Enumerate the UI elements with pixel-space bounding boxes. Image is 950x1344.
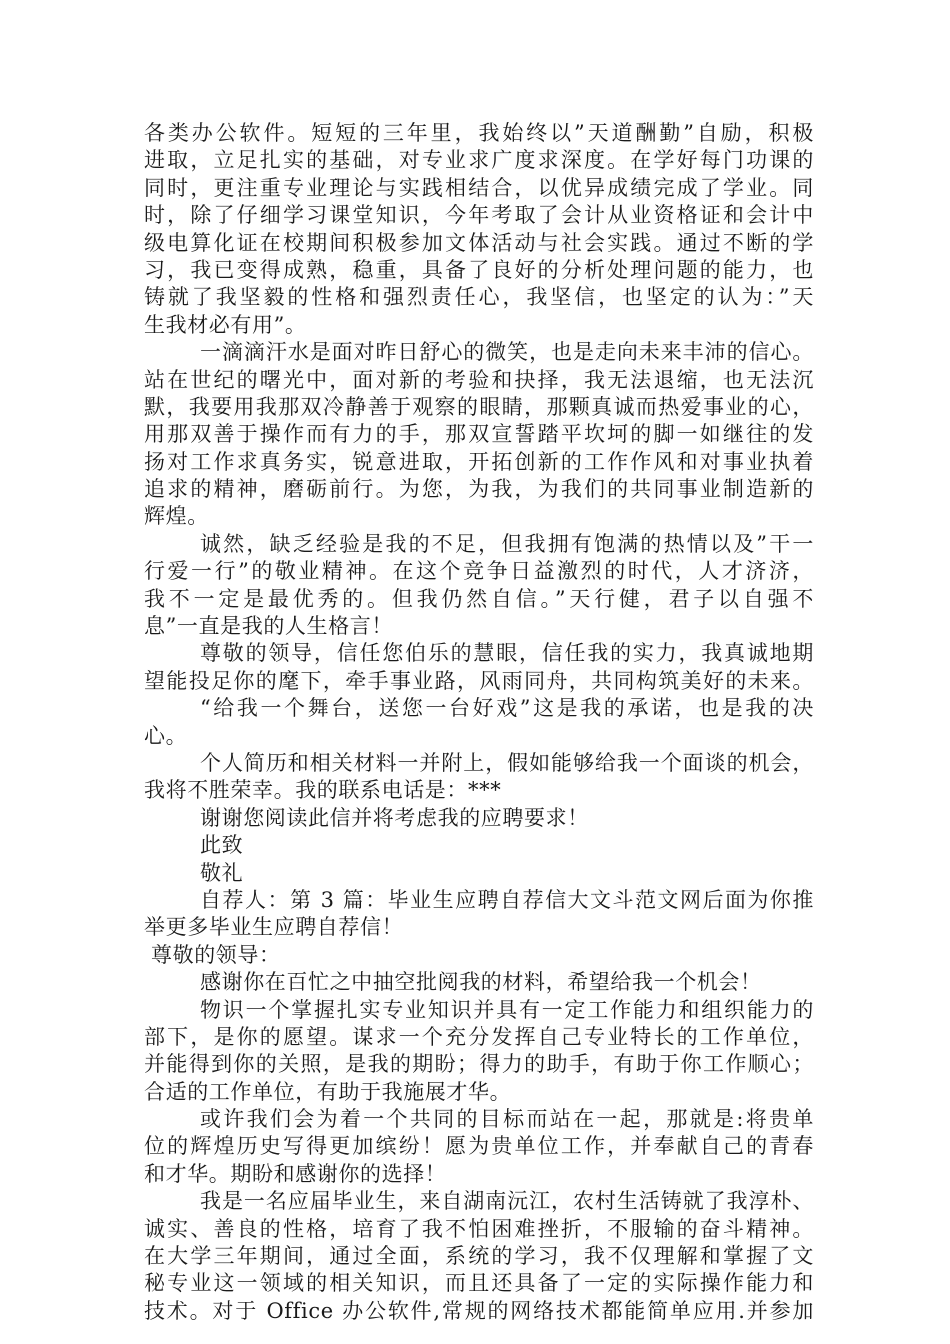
text-line: 尊敬的领导： bbox=[151, 942, 281, 967]
text-line: “给我一个舞台，送您一台好戏”这是我的承诺，也是我的决 bbox=[200, 696, 814, 721]
text-line: 站在世纪的曙光中，面对新的考验和抉择，我无法退缩，也无法沉 bbox=[144, 367, 814, 392]
text-line: 时，除了仔细学习课堂知识，今年考取了会计从业资格证和会计中 bbox=[144, 203, 814, 228]
text-line: 各类办公软件。短短的三年里，我始终以”天道酬勤”自励，积极 bbox=[144, 121, 814, 145]
text-line: 举更多毕业生应聘自荐信！ bbox=[144, 915, 404, 940]
text-line: 诚然，缺乏经验是我的不足，但我拥有饱满的热情以及”干一 bbox=[200, 531, 814, 556]
text-line: 铸就了我坚毅的性格和强烈责任心，我坚信，也坚定的认为：”天 bbox=[144, 285, 814, 310]
text-line: 此致 bbox=[200, 833, 244, 858]
text-line: 秘专业这一领域的相关知识，而且还具备了一定的实际操作能力和 bbox=[144, 1271, 814, 1296]
text-line: 默，我要用我那双冷静善于观察的眼睛，那颗真诚而热爱事业的心， bbox=[144, 394, 814, 419]
text-line: 敬礼 bbox=[200, 860, 244, 885]
text-line: 部下，是你的愿望。谋求一个充分发挥自己专业特长的工作单位， bbox=[144, 1024, 814, 1049]
text-line: 心。 bbox=[144, 723, 188, 748]
letter-body-text bbox=[144, 120, 814, 1325]
text-line: 技术。对于 Office 办公软件,常规的网络技术都能简单应用.并参加 bbox=[144, 1298, 814, 1323]
text-line: 我是一名应届毕业生，来自湖南沅江，农村生活铸就了我淳朴、 bbox=[200, 1189, 814, 1214]
text-line: 感谢你在百忙之中抽空批阅我的材料，希望给我一个机会！ bbox=[200, 970, 762, 995]
text-line: 用那双善于操作而有力的手，那双宣誓踏平坎坷的脚一如继往的发 bbox=[144, 422, 814, 447]
text-line: 我不一定是最优秀的。但我仍然自信。”天行健，君子以自强不 bbox=[144, 586, 814, 611]
text-line: 辉煌。 bbox=[144, 504, 209, 529]
text-line: 同时，更注重专业理论与实践相结合，以优异成绩完成了学业。同 bbox=[144, 175, 814, 200]
text-line: 追求的精神，磨砺前行。为您，为我，为我们的共同事业制造新的 bbox=[144, 477, 814, 502]
text-line: 位的辉煌历史写得更加缤纷！愿为贵单位工作，并奉献自己的青春 bbox=[144, 1134, 814, 1159]
text-line: 和才华。期盼和感谢你的选择！ bbox=[144, 1161, 447, 1186]
text-line: 行爱一行”的敬业精神。在这个竞争日益激烈的时代，人才济济， bbox=[144, 559, 814, 584]
text-line: 谢谢您阅读此信并将考虑我的应聘要求！ bbox=[200, 805, 589, 830]
text-line: 级电算化证在校期间积极参加文体活动与社会实践。通过不断的学 bbox=[144, 230, 814, 255]
text-line: 望能投足你的麾下，牵手事业路，风雨同舟，共同构筑美好的未来。 bbox=[144, 668, 814, 693]
text-line: 自荐人：第 3 篇：毕业生应聘自荐信大文斗范文网后面为你推 bbox=[200, 887, 814, 912]
text-line: 或许我们会为着一个共同的目标而站在一起，那就是:将贵单 bbox=[200, 1107, 814, 1132]
text-line: 我将不胜荣幸。我的联系电话是：*** bbox=[144, 778, 502, 803]
text-line: 生我材必有用”。 bbox=[144, 312, 307, 337]
text-line: 尊敬的领导，信任您伯乐的慧眼，信任我的实力，我真诚地期 bbox=[200, 641, 814, 666]
text-line: 个人简历和相关材料一并附上，假如能够给我一个面谈的机会， bbox=[200, 750, 814, 775]
text-line: 息”一直是我的人生格言！ bbox=[144, 614, 393, 639]
text-line: 诚实、善良的性格，培育了我不怕困难挫折，不服输的奋斗精神。 bbox=[144, 1216, 814, 1241]
text-line: 一滴滴汗水是面对昨日舒心的微笑，也是走向未来丰沛的信心。 bbox=[200, 340, 814, 365]
text-line: 在大学三年期间，通过全面，系统的学习，我不仅理解和掌握了文 bbox=[144, 1244, 814, 1269]
text-line: 扬对工作求真务实，锐意进取，开拓创新的工作作风和对事业执着 bbox=[144, 449, 814, 474]
text-line: 习，我已变得成熟，稳重，具备了良好的分析处理问题的能力，也 bbox=[144, 257, 814, 282]
text-line: 物识一个掌握扎实专业知识并具有一定工作能力和组织能力的 bbox=[200, 997, 814, 1022]
text-line: 进取，立足扎实的基础，对专业求广度求深度。在学好每门功课的 bbox=[144, 148, 814, 173]
text-line: 并能得到你的关照，是我的期盼；得力的助手，有助于你工作顺心； bbox=[144, 1052, 814, 1077]
text-line: 合适的工作单位，有助于我施展才华。 bbox=[144, 1079, 512, 1104]
